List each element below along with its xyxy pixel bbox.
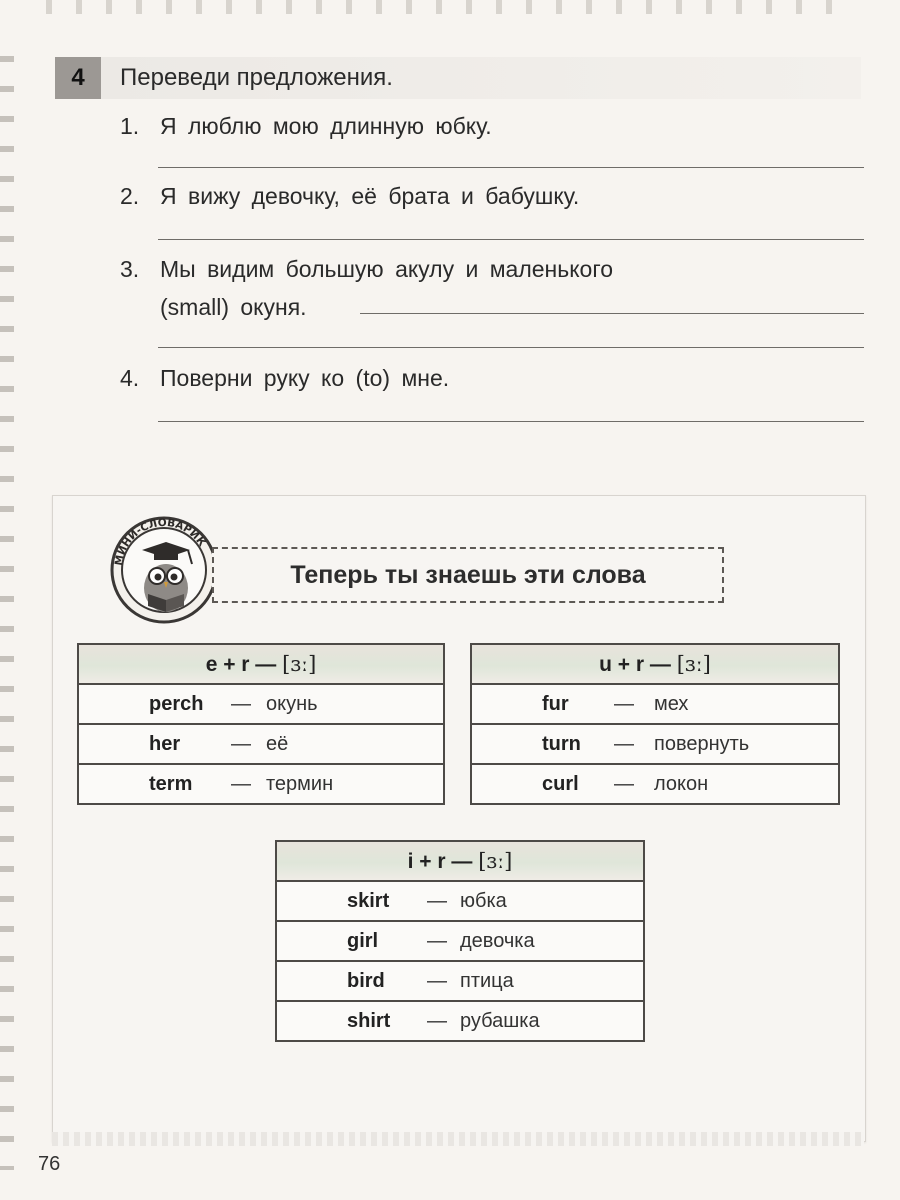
table-row bbox=[471, 724, 839, 764]
english-word: turn bbox=[542, 732, 581, 755]
table-row bbox=[471, 764, 839, 804]
table-row bbox=[78, 724, 444, 764]
dash: — bbox=[427, 889, 447, 912]
sound-transcription: [ɜː] bbox=[478, 848, 513, 873]
sound-transcription: [ɜː] bbox=[676, 651, 711, 676]
sentence-4 bbox=[120, 365, 449, 392]
english-word: bird bbox=[347, 969, 385, 992]
table-row bbox=[276, 1001, 644, 1041]
answer-line-2[interactable] bbox=[158, 239, 864, 240]
english-word: term bbox=[149, 772, 193, 795]
russian-translation: термин bbox=[266, 772, 334, 795]
table-row bbox=[276, 921, 644, 961]
left-perforation bbox=[0, 40, 14, 1170]
table-row bbox=[471, 684, 839, 724]
table-row bbox=[78, 684, 444, 724]
sentence-text: Я вижу девочку, её брата и бабушку. bbox=[160, 183, 580, 209]
russian-translation: мех bbox=[654, 692, 689, 715]
table-header bbox=[471, 644, 839, 684]
russian-translation: птица bbox=[460, 969, 514, 992]
table-header bbox=[276, 841, 644, 881]
sentence-text: Мы видим большую акулу и маленького bbox=[160, 256, 614, 282]
english-word: her bbox=[149, 732, 181, 755]
vocab-table-i-r bbox=[275, 840, 645, 1042]
sound-transcription: [ɜː] bbox=[282, 651, 317, 676]
dash: — bbox=[231, 732, 251, 755]
russian-translation: рубашка bbox=[460, 1009, 540, 1032]
answer-line-3b[interactable] bbox=[158, 347, 864, 348]
answer-line-3a[interactable] bbox=[360, 313, 864, 314]
dash: — bbox=[614, 732, 634, 755]
english-word: fur bbox=[542, 692, 569, 715]
sentence-number: 4. bbox=[120, 365, 140, 391]
english-word: girl bbox=[347, 929, 379, 952]
dash: — bbox=[614, 692, 634, 715]
dash: — bbox=[231, 772, 251, 795]
sentence-2 bbox=[120, 183, 579, 210]
russian-translation: её bbox=[266, 732, 289, 755]
table-header bbox=[78, 644, 444, 684]
russian-translation: окунь bbox=[266, 692, 318, 715]
dash: — bbox=[614, 772, 634, 795]
owl-mascot-icon bbox=[104, 506, 224, 626]
sentence-1 bbox=[120, 113, 492, 140]
sentence-number: 1. bbox=[120, 113, 140, 139]
dash: — bbox=[427, 929, 447, 952]
rule-label: i + r — bbox=[407, 849, 473, 873]
exercise-number: 4 bbox=[55, 57, 101, 99]
vocab-table-u-r bbox=[470, 643, 840, 805]
sentence-text: Я люблю мою длинную юбку. bbox=[160, 113, 492, 139]
rule-label: e + r — bbox=[205, 652, 277, 676]
english-word: curl bbox=[542, 772, 579, 795]
sentence-3 bbox=[120, 256, 613, 283]
russian-translation: повернуть bbox=[654, 732, 750, 755]
rule-label: u + r — bbox=[599, 652, 671, 676]
sentence-3-continuation: (small) окуня. bbox=[160, 294, 307, 320]
russian-translation: локон bbox=[654, 772, 709, 795]
top-perforation bbox=[30, 0, 850, 14]
sentence-number: 2. bbox=[120, 183, 140, 209]
english-word: perch bbox=[149, 692, 204, 715]
answer-line-4[interactable] bbox=[158, 421, 864, 422]
answer-line-1[interactable] bbox=[158, 167, 864, 168]
dash: — bbox=[427, 969, 447, 992]
dictionary-title: Теперь ты знаешь эти слова bbox=[212, 547, 724, 603]
dash: — bbox=[231, 692, 251, 715]
vocab-table-e-r bbox=[77, 643, 445, 805]
page-number: 76 bbox=[38, 1153, 61, 1175]
exercise-title: Переведи предложения. bbox=[120, 64, 393, 91]
torn-edge bbox=[52, 1132, 864, 1146]
russian-translation: юбка bbox=[460, 889, 507, 912]
english-word: skirt bbox=[347, 889, 390, 912]
sentence-text: Поверни руку ко (to) мне. bbox=[160, 365, 450, 391]
table-row bbox=[276, 961, 644, 1001]
sentence-number: 3. bbox=[120, 256, 140, 282]
table-row bbox=[78, 764, 444, 804]
russian-translation: девочка bbox=[460, 929, 535, 952]
dash: — bbox=[427, 1009, 447, 1032]
english-word: shirt bbox=[347, 1009, 391, 1032]
badge-text: МИНИ-СЛОВАРИК bbox=[112, 516, 208, 567]
table-row bbox=[276, 881, 644, 921]
